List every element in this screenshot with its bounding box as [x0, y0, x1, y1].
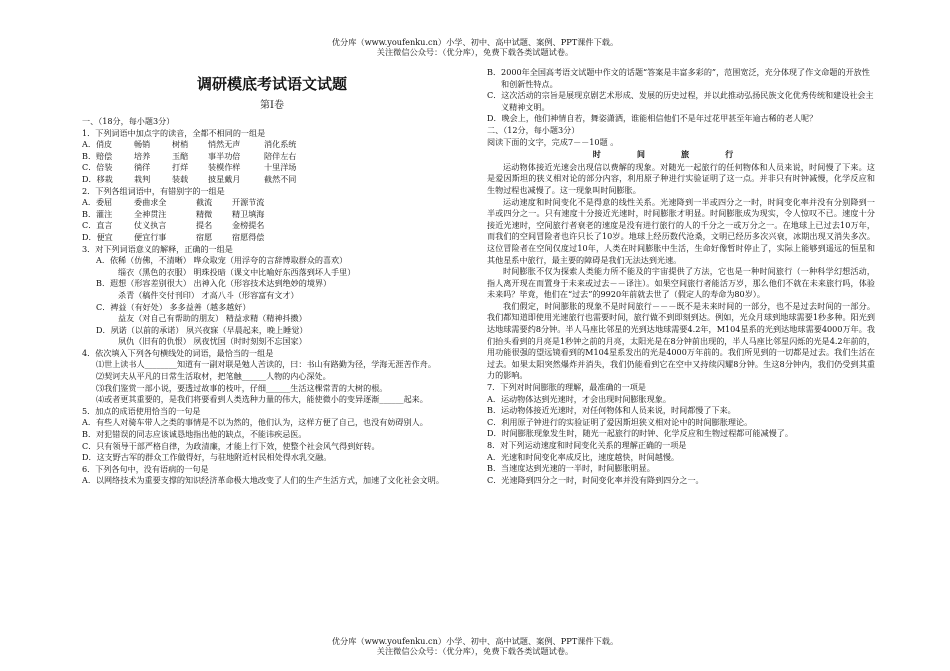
q1-option-cell: 玉醅	[172, 150, 189, 161]
q1-option-cell: 装载	[172, 173, 189, 184]
article-paragraph-3: 时间膨胀不仅为探索人类能力所不能及的宇宙提供了方法，它也是一种时间旅行（一种科学幻想活动，指人离开现在而置身于未来或过去－－译注）。如果空间旅行者能活万岁，那么他们不就在未来旅行吗，体验未来吗？毕竟，他们在“过去”的9920年前就去世了（假定人的寿命为80岁）。	[487, 266, 875, 300]
q1-option-cell: 事半功倍	[208, 150, 241, 161]
q1-option-cell: 披星戴月	[208, 173, 241, 184]
q2-option-cell: 提名	[196, 220, 213, 231]
q1-option-row	[82, 139, 462, 151]
q2-option-cell: 全神贯注	[134, 208, 167, 219]
document-title: 调研模底考试语文试题	[196, 75, 347, 93]
page-header	[0, 37, 950, 57]
article-paragraph-1: 运动物体接近光速会出现信以费解的现象。对随光一起旅行的任何物体和人员来说，时间慢了下来。这是爱因斯坦的狭义相对论的部分内容，利用原子种进行实验证明了这一点。并非只有时钟减慢，化学反应和生物过程也减慢了。这一现象叫时间膨胀。	[487, 161, 875, 195]
page-footer	[0, 636, 950, 656]
q4-sentence-3: ⑶我们鉴赏一部小说，要透过故事的枝叶，仔细______生活这棵常青的大树的根。	[96, 382, 388, 393]
q3-option-d-line1: D．夙诺（以前的承诺） 夙兴夜寐（早晨起来，晚上睡觉）	[96, 324, 308, 335]
q1-option-cell: 树梢	[172, 139, 189, 150]
header-line-1: 优分库（www.youfenku.cn）小学、初中、高中试题、案例、PPT课件下载。	[331, 37, 619, 47]
q2-option-row	[82, 232, 462, 244]
q1-option-cell: 徜徉	[134, 162, 151, 173]
q2-option-cell: 精微	[196, 208, 213, 219]
q1-option-cell: D．移栽	[82, 173, 113, 184]
q2-option-cell: 委曲求全	[134, 197, 167, 208]
section-2-heading: 二、（12分，每小题3分）	[487, 124, 580, 135]
question-1: 1．下列词语中加点字的读音，全都不相同的一组是	[82, 127, 266, 138]
header-line-2: 关注微信公众号：（优分库），免费下载各类试题试卷。	[376, 47, 574, 57]
q2-option-row	[82, 220, 462, 232]
question-4: 4．依次填入下列各句横线处的词语，最恰当的一组是	[82, 347, 274, 358]
q1-option-cell: 栽判	[134, 173, 151, 184]
q1-option-cell: 培养	[134, 150, 151, 161]
article-paragraph-2: 运动速度和时间变化不是得意的线性关系。光速降到一半或四分之一时，时间变化率并没有分别降到一半或四分之一。只有速度十分接近光速时，时间膨胀才明显。时间膨胀成为现实，令人惊叹不已。速度十分接近光速时，空间旅行者衰老的速度是没有进行旅行的人的千分之一或万分之一。在地球上已过去10万年，而我们的空间冒险者也许只长了10岁。地球上经历数代沧桑，文明已经历多次兴衰，冰期出现又消失多次。这位冒险者在空间仅度过10年，人类在时间膨胀中生活，生命好像暂时停止了，实际上能够到遥远的恒星和其他星系中旅行，最主要的障碍是我们无法达到光速。	[487, 196, 875, 265]
q1-option-row	[82, 151, 462, 163]
q8-option-a: A．光速和时间变化率成反比，速度越快，时间越慢。	[487, 451, 680, 462]
question-5: 5．加点的成语使用恰当的一句是	[82, 405, 201, 416]
q3-option-d-line2: 夙仇（旧有的仇恨） 夙夜忧国（时时刻刻不忘国家）	[118, 336, 307, 347]
q7-option-b: B．运动物体接近光速时，对任何物体和人员来说，时间都慢了下来。	[487, 405, 736, 416]
q1-options	[82, 139, 462, 185]
q1-option-row	[82, 162, 462, 174]
q2-option-cell: C．直言	[82, 220, 113, 231]
footer-line-1: 优分库（www.youfenku.cn）小学、初中、高中试题、案例、PPT课件下载。	[331, 636, 619, 646]
question-7: 7．下列对时间膨胀的理解，最准确的一项是	[487, 382, 646, 393]
q3-option-a-line2: 缁衣（黑色的衣服） 明珠投暗（课文中比喻好东西落到坏人手里）	[118, 266, 356, 277]
q2-option-cell: A．委屈	[82, 197, 113, 208]
q7-option-d: D．时间膨胀现象发生时，随光一起旅行的时钟、化学反应和生物过程都可能减慢了。	[487, 428, 793, 439]
q7-option-c: C．利用原子钟进行的实验证明了爱因斯坦狭义相对论中的时间膨胀理论。	[487, 416, 753, 427]
section-2-intro: 阅读下面的文字，完成7－－10题 。	[487, 136, 619, 147]
q4-sentence-4: ⑷或者更其重要的，是我们将要看到人类选种力量的伟大，能使微小的变异逐渐______起来。	[96, 394, 428, 405]
q1-option-cell: C．倍装	[82, 162, 113, 173]
q1-option-cell: 悄然无声	[208, 139, 241, 150]
q1-option-cell: 消化系统	[264, 139, 297, 150]
question-6: 6．下列各句中，没有语病的一句是	[82, 463, 209, 474]
q3-option-b-line2: 杀青（稿件交付刊印） 才高八斗（形容富有文才）	[118, 289, 299, 300]
footer-line-2: 关注微信公众号：（优分库），免费下载各类试题试卷。	[376, 646, 574, 656]
q8-option-c: C．光速降到四分之一时，时间变化率并没有降到四分之一。	[487, 474, 704, 485]
q2-option-cell: 宿愿得偿	[232, 231, 265, 242]
q2-option-cell: 宿愿	[196, 231, 213, 242]
q1-option-row	[82, 174, 462, 186]
q6-option-c: C．这次活动的宗旨是展现京剧艺术形成、发展的历史过程，并以此推动弘扬民族文化优秀传统和建设社会主义精神文明。	[487, 90, 874, 112]
q2-option-row	[82, 197, 462, 209]
question-2: 2．下列各组词语中，有错别字的一组是	[82, 185, 225, 196]
q1-option-cell: 十里洋场	[264, 162, 297, 173]
q2-option-cell: 截流	[196, 197, 213, 208]
q1-option-cell: B．赔偿	[82, 150, 113, 161]
q2-option-cell: 金榜提名	[232, 220, 265, 231]
q6-option-b: B．2000年全国高考语文试题中作文的话题“答案是丰富多彩的”，范围宽泛，充分体现了作文命题的开放性和创新性特点。	[487, 67, 870, 89]
q2-option-row	[82, 209, 462, 221]
right-column	[487, 67, 875, 486]
q6-option-a: A．以网络技术为重要支撑的知识经济革命极大地改变了人们的生产生活方式，加速了文化社会文明。	[82, 475, 444, 486]
left-column	[82, 67, 462, 487]
q2-option-cell: B．灌注	[82, 208, 113, 219]
q2-option-cell: 精卫填海	[232, 208, 265, 219]
q8-option-b: B．当速度达到光速的一半时，时间膨胀明显。	[487, 463, 655, 474]
q4-sentence-1: ⑴世上读书人________知道有一副对联是勉人苦读的，曰：书山有路勤为径，学海无涯苦作舟。	[96, 359, 436, 370]
q1-option-cell: 畅销	[134, 139, 151, 150]
q7-option-a: A．运动物体达到光速时，才会出现时间膨胀现象。	[487, 393, 671, 404]
section-1-heading: 一、（18分，每小题3分）	[82, 116, 175, 126]
q5-option-d: D．这支野古军的群众工作做得好，与驻地附近村民相处得水乳交融。	[82, 452, 332, 463]
q1-option-cell: 截然不同	[264, 173, 297, 184]
article-paragraph-4: 我们假定，时间膨胀的现象不是时间旅行－－－既不是未来时间的一部分，也不是过去时间的一部分。我们都知道即使用光速旅行也需要时间，旅行做不到即刻到达。例如，光众月球到地球需要1秒多种。阳光到达地球需要约8分钟。半人马座比邻星的光到达地球需要4.2年，M104星系的光到达地球需要4000万年。我们抬头看到的月亮是1秒钟之前的月亮，太阳光是在8分钟前出现的，半人马座比邻星闪烁的光是4.2年前的，用功能很强的望远镜看到的M104星系发出的光是4000万年前的。我们所见到的一切都是过去。我们生活在过去。如果太阳突然爆炸并消失，我们仍能看到它在空中又持续闪耀8分钟。生这8分钟内，我们仍受到其重力的影响。	[487, 300, 875, 381]
q1-option-cell: 陪伴左右	[264, 150, 297, 161]
q2-option-cell: D．便宜	[82, 231, 113, 242]
q4-sentence-2: ⑵契诃夫从平凡的日常生活取材，把笔触______人物的内心深处。	[96, 371, 331, 382]
q2-option-cell: 仗义执言	[134, 220, 167, 231]
question-8: 8．对下列运动速度和时间变化关系的理解正确的一项是	[487, 440, 687, 450]
q5-option-a: A．有些人对骑车带人之类的事情是不以为然的，他们认为，这样方便了自己，也没有妨碍别人。	[82, 417, 428, 428]
q1-option-cell: 打烊	[172, 162, 189, 173]
volume-label: 第Ⅰ卷	[260, 100, 284, 111]
q6-option-d: D．晚会上，他们神情自若，舞姿潇洒，谁能相信他们不是年过花甲甚至年逾古稀的老人呢？	[487, 113, 818, 124]
q2-options	[82, 197, 462, 243]
question-3: 3．对下列词语意义的解释，正确的一组是	[82, 243, 233, 254]
article-title: 时间旅行	[592, 149, 770, 160]
q3-option-c-line2: 益友（对自己有帮助的朋友） 精益求精（精神抖擞）	[118, 313, 307, 324]
q3-option-c-line1: C．裨益（有好处） 多多益善（越多越好）	[96, 301, 251, 312]
q5-option-b: B．对犯错误的同志应该诚恳地指出他的缺点，不能讳疾忌医。	[82, 429, 307, 440]
q3-option-b-line1: B．遐想（形容差别很大） 出神入化（形容技术达到绝妙的境界）	[96, 278, 332, 289]
q5-option-c: C．只有领导干部严格自律，为政清廉，才能上行下效，使整个社会风气得到好转。	[82, 440, 380, 451]
q2-option-cell: 便宜行事	[134, 231, 167, 242]
q2-option-cell: 开源节流	[232, 197, 265, 208]
q1-option-cell: 装模作样	[208, 162, 241, 173]
q1-option-cell: A．俏皮	[82, 139, 113, 150]
q3-option-a-line1: A．依稀（仿佛，不清晰） 哗众取宠（用浮夸的言辞博取群众的喜欢）	[96, 255, 348, 266]
